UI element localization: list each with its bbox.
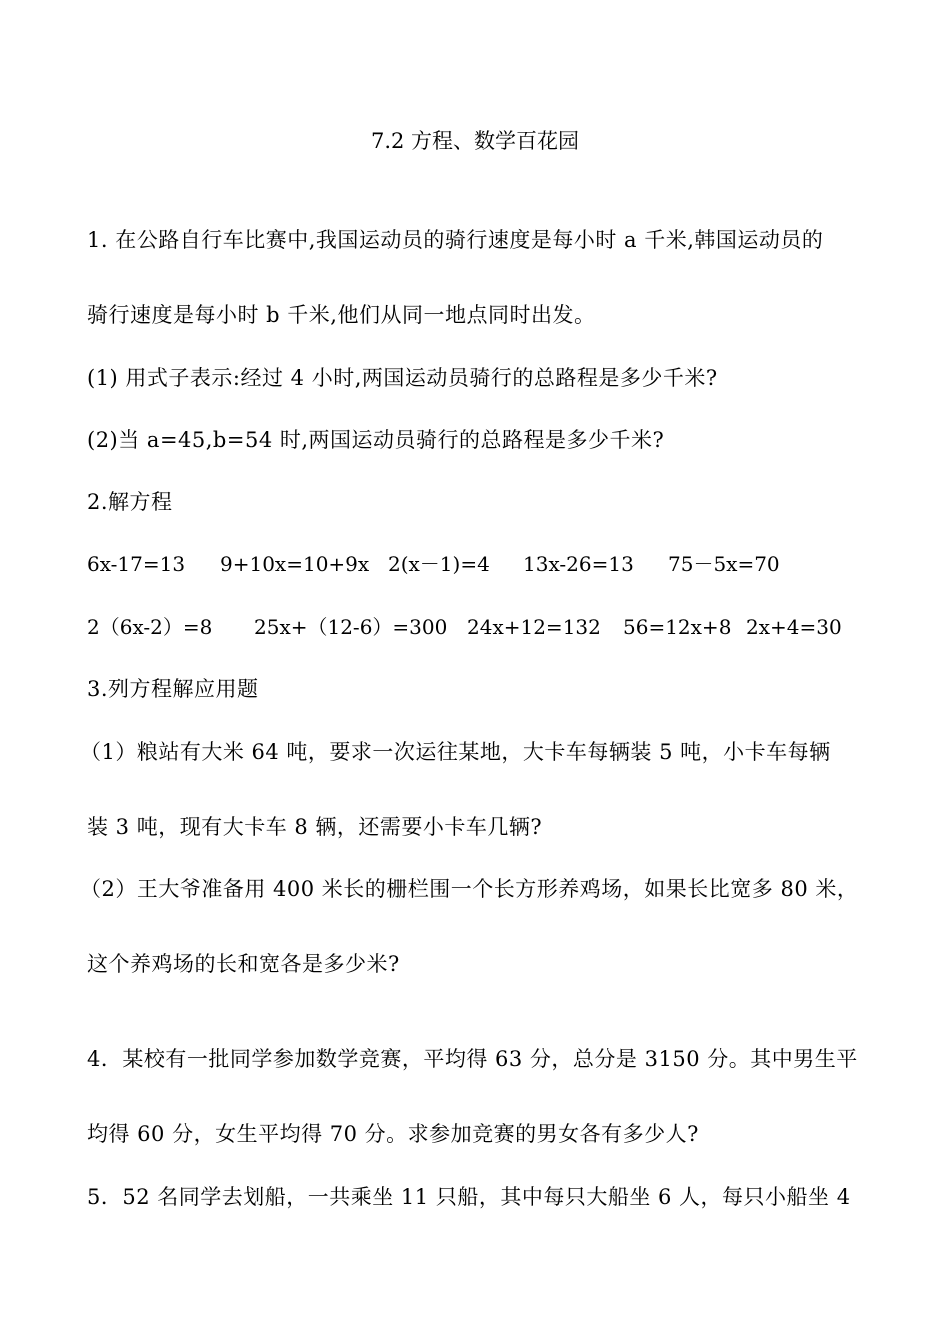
equation-2-4: 56=12x+8 <box>623 615 732 639</box>
equation-1-1: 6x-17=13 <box>87 552 186 576</box>
q5-line-1: 5．52 名同学去划船，一共乘坐 11 只船，其中每只大船坐 6 人，每只小船坐 4 <box>87 1185 851 1209</box>
q1-sub-1: (1) 用式子表示:经过 4 小时,两国运动员骑行的总路程是多少千米? <box>87 366 718 390</box>
q1-line-1: 1. 在公路自行车比赛中,我国运动员的骑行速度是每小时 a 千米,韩国运动员的 <box>87 228 824 252</box>
equation-1-3: 2(x－1)=4 <box>388 552 490 576</box>
q3-part2-line-2: 这个养鸡场的长和宽各是多少米? <box>87 952 400 976</box>
q3-part2-line-1: （2）王大爷准备用 400 米长的栅栏围一个长方形养鸡场，如果长比宽多 80 米， <box>80 877 859 901</box>
equation-2-5: 2x+4=30 <box>746 615 842 639</box>
q1-sub-2: (2)当 a=45,b=54 时,两国运动员骑行的总路程是多少千米? <box>87 428 665 452</box>
equation-1-2: 9+10x=10+9x <box>220 552 370 576</box>
equation-2-3: 24x+12=132 <box>467 615 601 639</box>
q3-part1-line-1: （1）粮站有大米 64 吨，要求一次运往某地，大卡车每辆装 5 吨，小卡车每辆 <box>80 740 831 764</box>
equation-1-4: 13x-26=13 <box>523 552 634 576</box>
equation-1-5: 75－5x=70 <box>668 552 780 576</box>
page-title: 7.2 方程、数学百花园 <box>370 129 580 153</box>
q3-heading: 3.列方程解应用题 <box>87 677 259 701</box>
q4-line-2: 均得 60 分，女生平均得 70 分。求参加竞赛的男女各有多少人? <box>87 1122 699 1146</box>
q1-line-2: 骑行速度是每小时 b 千米,他们从同一地点同时出发。 <box>87 303 596 327</box>
q2-heading: 2.解方程 <box>87 490 173 514</box>
q3-part1-line-2: 装 3 吨，现有大卡车 8 辆，还需要小卡车几辆? <box>87 815 543 839</box>
q4-line-1: 4．某校有一批同学参加数学竞赛，平均得 63 分，总分是 3150 分。其中男生平 <box>87 1047 858 1071</box>
equation-2-2: 25x+（12-6）=300 <box>254 615 448 639</box>
equation-2-1: 2（6x-2）=8 <box>87 615 213 639</box>
